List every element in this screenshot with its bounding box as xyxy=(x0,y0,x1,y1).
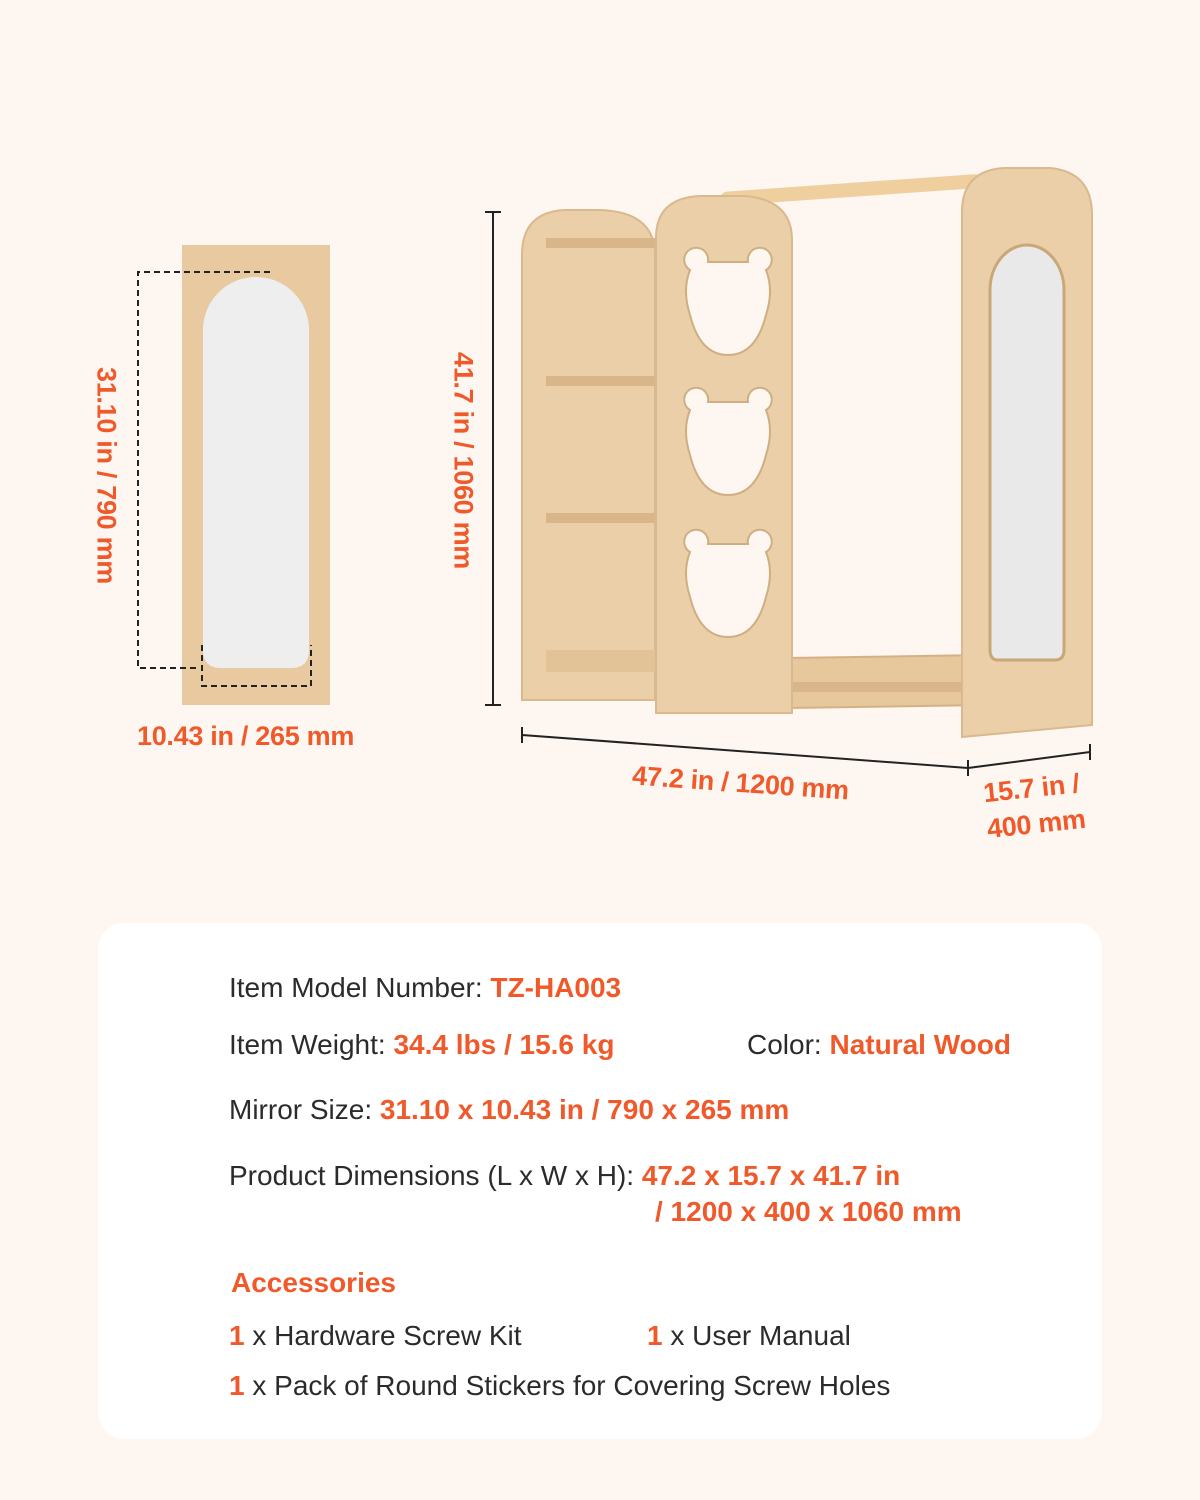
accessory-label: x Hardware Screw Kit xyxy=(252,1320,522,1351)
accessories-title: Accessories xyxy=(231,1267,397,1298)
product-width-line1: 15.7 in / xyxy=(981,768,1081,809)
dimensions-label: Product Dimensions (L x W x H): xyxy=(229,1160,635,1191)
accessory-item xyxy=(229,1370,890,1402)
model-value: TZ-HA003 xyxy=(490,972,622,1003)
accessory-item xyxy=(647,1320,851,1352)
mirror-width-label: 10.43 in / 265 mm xyxy=(137,721,355,751)
accessory-label: x User Manual xyxy=(670,1320,851,1351)
dimensions-row xyxy=(229,1160,900,1192)
mirror-panel xyxy=(138,245,330,705)
spec-card xyxy=(98,923,1102,1439)
weight-label: Item Weight: xyxy=(229,1029,386,1060)
color-row xyxy=(747,1029,1011,1061)
accessory-qty: 1 xyxy=(229,1320,245,1351)
product-width-label xyxy=(982,765,1088,847)
accessory-qty: 1 xyxy=(229,1370,245,1401)
wardrobe-unit xyxy=(522,168,1092,737)
dimensions-value-line1: 47.2 x 15.7 x 41.7 in xyxy=(641,1160,901,1191)
mirror-size-value: 31.10 x 10.43 in / 790 x 265 mm xyxy=(379,1094,790,1125)
mirror-height-label: 31.10 in / 790 mm xyxy=(91,366,122,585)
dimensions-value-line2: / 1200 x 400 x 1060 mm xyxy=(655,1196,962,1227)
product-height-label: 41.7 in / 1060 mm xyxy=(448,351,479,570)
accessory-qty: 1 xyxy=(647,1320,663,1351)
accessory-item xyxy=(229,1320,522,1352)
weight-row xyxy=(229,1029,614,1061)
model-label: Item Model Number: xyxy=(229,972,483,1003)
product-width-line2: 400 mm xyxy=(985,803,1087,844)
mirror-size-label: Mirror Size: xyxy=(229,1094,373,1125)
color-label: Color: xyxy=(747,1029,822,1060)
product-length-label: 47.2 in / 1200 mm xyxy=(631,760,850,806)
weight-value: 34.4 lbs / 15.6 kg xyxy=(393,1029,615,1060)
model-row xyxy=(229,972,621,1004)
mirror-size-row xyxy=(229,1094,789,1126)
accessory-label: x Pack of Round Stickers for Covering Screw Holes xyxy=(252,1370,891,1401)
color-value: Natural Wood xyxy=(829,1029,1011,1060)
